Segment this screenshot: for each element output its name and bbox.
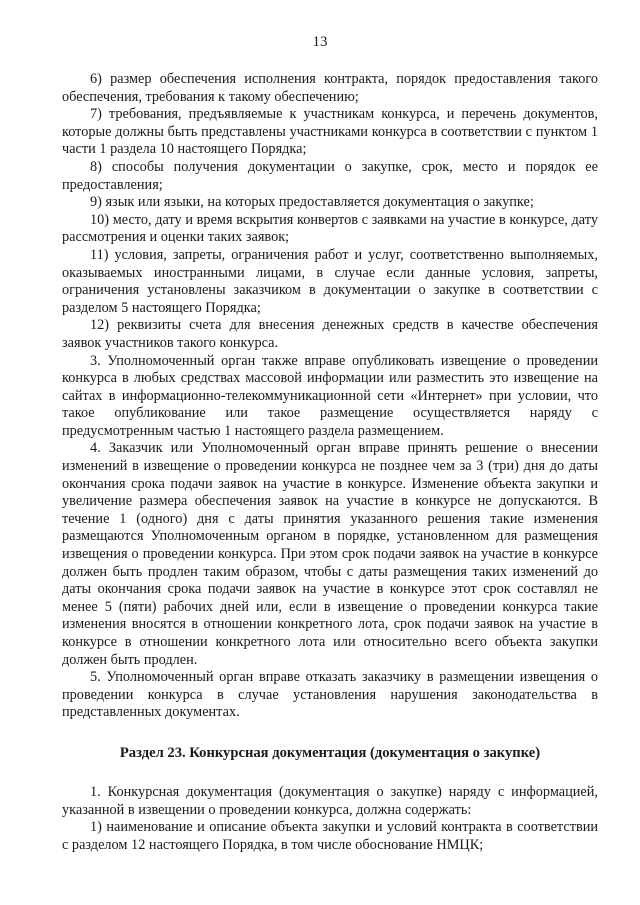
section-heading: Раздел 23. Конкурсная документация (документация о закупке) — [119, 744, 541, 761]
paragraph-item-8: 8) способы получения документации о закупке, срок, место и порядок ее предоставления; — [62, 158, 598, 193]
paragraph-item-6: 6) размер обеспечения исполнения контракта, порядок предоставления такого обеспечения, требования к такому обеспечению; — [62, 71, 598, 105]
document-body — [62, 71, 598, 854]
paragraph-section23-part-1: 1. Конкурсная документация (документация о закупке) наряду с информацией, указанной в извещении о проведении конкурса, должна содержать: — [62, 783, 598, 818]
paragraph-item-7: 7) требования, предъявляемые к участникам конкурса, и перечень документов, которые должны быть представлены участниками конкурса в соответствии с пунктом 1 части 1 раздела 10 настоящего Порядка; — [62, 106, 598, 158]
page-number: 13 — [312, 34, 328, 50]
paragraph-item-9: 9) язык или языки, на которых предоставляется документация о закупке; — [90, 194, 534, 211]
paragraph-item-10: 10) место, дату и время вскрытия конвертов с заявками на участие в конкурсе, дату рассмотрения и оценки таких заявок; — [62, 211, 598, 246]
paragraph-part-5: 5. Уполномоченный орган вправе отказать заказчику в размещении извещения о проведении конкурса в случае установления нарушения законодательства в представленных документах. — [62, 669, 598, 721]
paragraph-part-3: 3. Уполномоченный орган также вправе опубликовать извещение о проведении конкурса в любых средствах массовой информации или разместить это извещение на сайтах в информационно-телекоммуникационной сети «Интернет» при условии, что такое опубликование или такое размещение осуществляется наряду с предусмотренным частью 1 настоящего раздела размещением. — [62, 352, 598, 439]
paragraph-item-12: 12) реквизиты счета для внесения денежных средств в качестве обеспечения заявок участников такого конкурса. — [62, 317, 598, 351]
paragraph-part-4: 4. Заказчик или Уполномоченный орган вправе принять решение о внесении изменений в извещение о проведении конкурса не позднее чем за 3 (три) дня до даты окончания срока подачи заявок на участие в конкурсе. Изменение объекта закупки и увеличение размера обеспечения заявок на участие в конкурсе не допускаются. В течение 1 (одного) дня с даты принятия указанного решения такие изменения размещаются Уполномоченным органом в порядке, установленном для размещения извещения о проведении конкурса. При этом срок подачи заявок на участие в конкурсе должен быть продлен таким образом, чтобы с даты размещения таких изменений до даты окончания срока подачи заявок на участие в конкурсе этот срок составлял не менее 5 (пяти) рабочих дней или, если в извещение о проведении конкурса такие изменения вносятся в отношении конкретного лота, срок подачи заявок на участие в конкурсе в отношении конкретного лота или относительно всего объекта закупки должен быть продлен. — [62, 440, 598, 668]
paragraph-section23-item-1: 1) наименование и описание объекта закупки и условий контракта в соответствии с разделом 12 настоящего Порядка, в том числе обоснование НМЦК; — [62, 819, 598, 853]
paragraph-item-11: 11) условия, запреты, ограничения работ и услуг, соответственно выполняемых, оказываемых иностранными лицами, в случае если данные условия, запреты, ограничения установлены заказчиком в документации о закупке в соответствии с разделом 5 настоящего Порядка; — [62, 246, 598, 316]
